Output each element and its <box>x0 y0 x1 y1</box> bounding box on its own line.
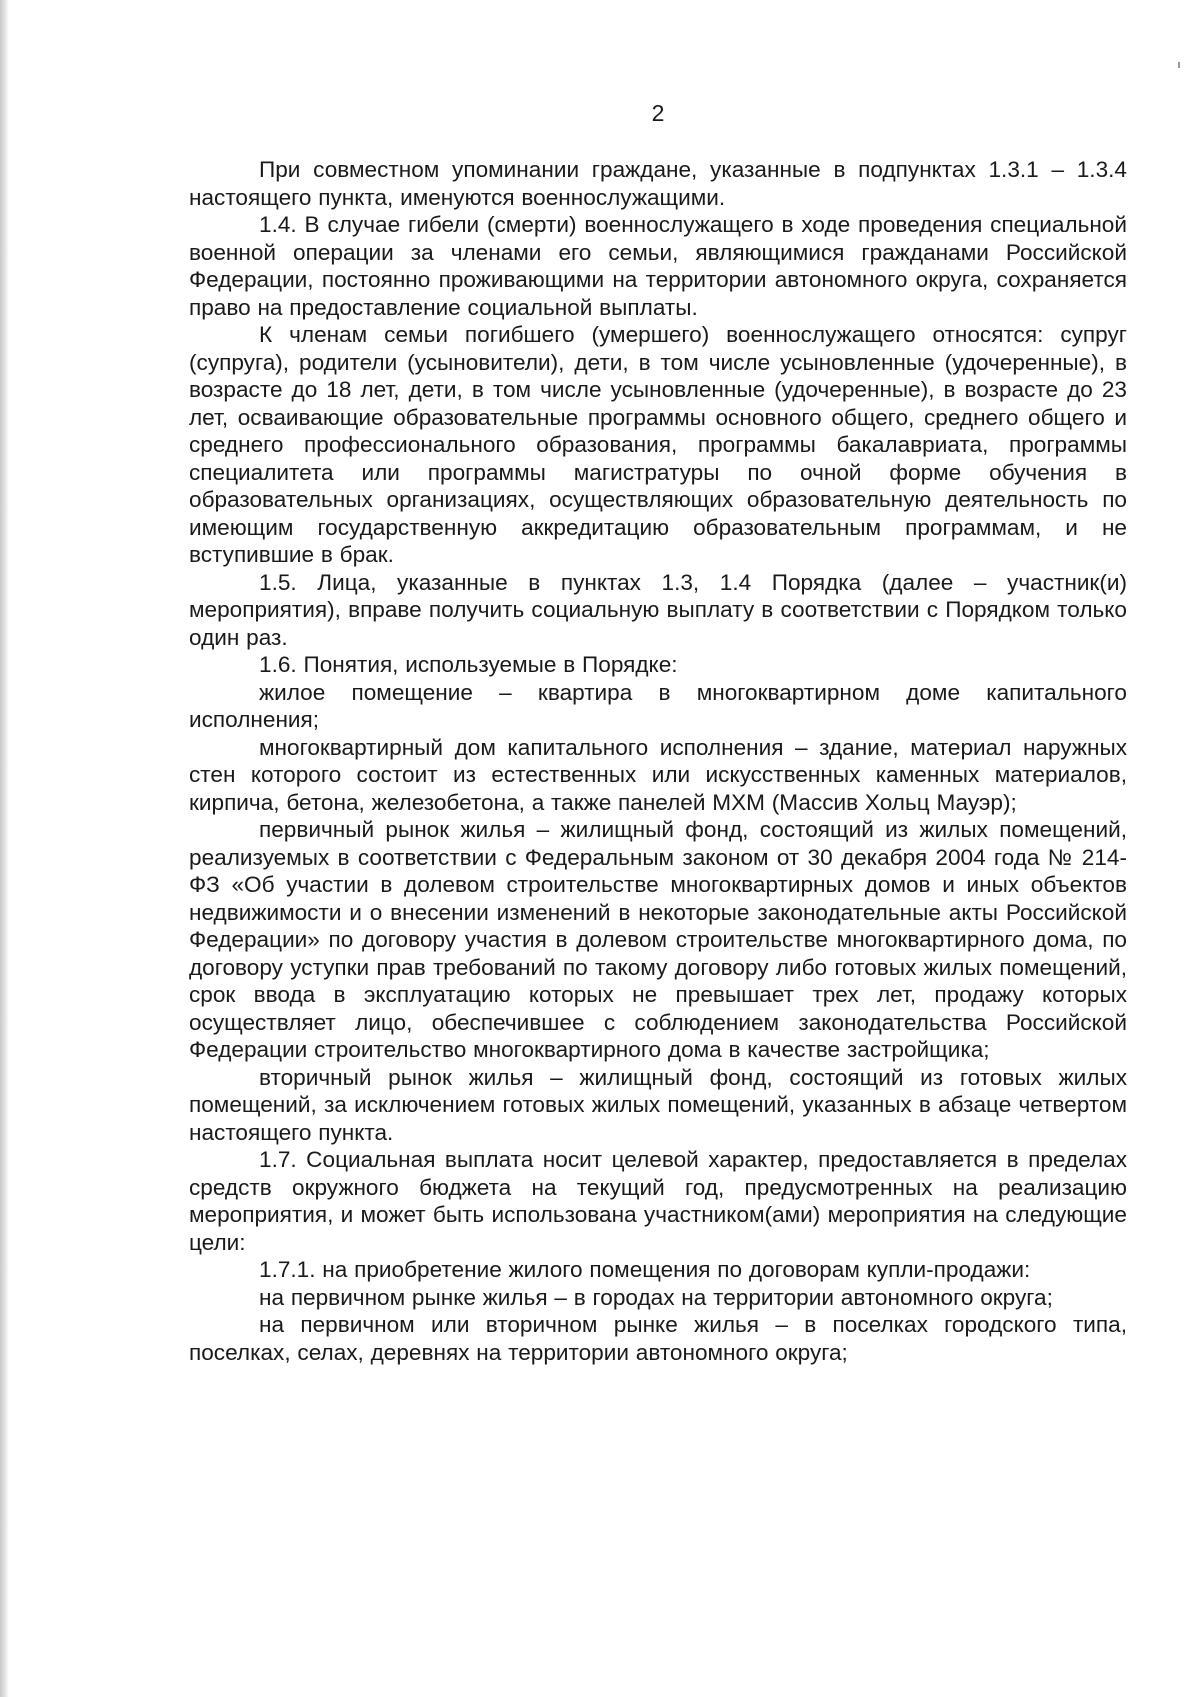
paragraph-family-members: К членам семьи погибшего (умершего) военнослужащего относятся: супруг (супруга), родители (усыновители), дети, в том числе усыновленные (удочеренные), в возрасте до 18 лет, дети, в том числе усыновленные (удочеренные), в возрасте до 23 лет, осваивающие образовательные программы основного общего, среднего общего и среднего профессионального образования, программы бакалавриата, программы специалитета или программы магистратуры по очной форме обучения в образовательных организациях, осуществляющих образовательную деятельность по имеющим государственную аккредитацию образовательным программам, и не вступившие в брак. <box>189 322 1127 567</box>
page-number: 2 <box>651 100 665 126</box>
paragraph-1-4: 1.4. В случае гибели (смерти) военнослужащего в ходе проведения специальной военной операции за членами его семьи, являющимися гражданами Российской Федерации, постоянно проживающими на территории автономного округа, сохраняется право на предоставление социальной выплаты. <box>189 212 1127 320</box>
document-page <box>189 100 1127 1366</box>
scan-edge-shadow <box>0 0 9 1697</box>
paragraph-1-5: 1.5. Лица, указанные в пунктах 1.3, 1.4 Порядка (далее – участник(и) мероприятия), вправе получить социальную выплату в соответствии с Порядком только один раз. <box>189 569 1127 650</box>
paragraph-primary-secondary-settlements: на первичном или вторичном рынке жилья – в поселках городского типа, поселках, селах, деревнях на территории автономного округа; <box>189 1312 1127 1365</box>
definition-secondary-market: вторичный рынок жилья – жилищный фонд, состоящий из готовых жилых помещений, за исключением готовых жилых помещений, указанных в абзаце четвертом настоящего пункта. <box>189 1064 1127 1145</box>
paragraph-joint-mention: При совместном упоминании граждане, указанные в подпунктах 1.3.1 – 1.3.4 настоящего пункта, именуются военнослужащими. <box>189 157 1127 210</box>
scan-speck <box>1178 62 1180 68</box>
paragraph-1-7-1: 1.7.1. на приобретение жилого помещения по договорам купли-продажи: <box>259 1257 1031 1282</box>
paragraph-primary-market-cities: на первичном рынке жилья – в городах на территории автономного округа; <box>259 1284 1053 1310</box>
definition-primary-market: первичный рынок жилья – жилищный фонд, состоящий из жилых помещений, реализуемых в соответствии с Федеральным законом от 30 декабря 2004 года № 214-ФЗ «Об участии в долевом строительстве многоквартирных домов и иных объектов недвижимости и о внесении изменений в некоторые законодательные акты Российской Федерации» по договору участия в долевом строительстве многоквартирного дома, по договору уступки прав требований по такому договору либо готовых жилых помещений, срок ввода в эксплуатацию которых не превышает трех лет, продажу которых осуществляет лицо, обеспечившее с соблюдением законодательства Российской Федерации строительство многоквартирного дома в качестве застройщика; <box>189 817 1127 1062</box>
definition-apartment-building: многоквартирный дом капитального исполнения – здание, материал наружных стен которого состоит из естественных или искусственных каменных материалов, кирпича, бетона, железобетона, а также панелей МХМ (Массив Хольц Мауэр); <box>189 734 1127 815</box>
definition-living-space: жилое помещение – квартира в многоквартирном доме капитального исполнения; <box>189 679 1127 732</box>
paragraph-1-6: 1.6. Понятия, используемые в Порядке: <box>259 652 678 677</box>
paragraph-1-7: 1.7. Социальная выплата носит целевой характер, предоставляется в пределах средств окружного бюджета на текущий год, предусмотренных на реализацию мероприятия, и может быть использована участником(ами) мероприятия на следующие цели: <box>189 1147 1127 1255</box>
